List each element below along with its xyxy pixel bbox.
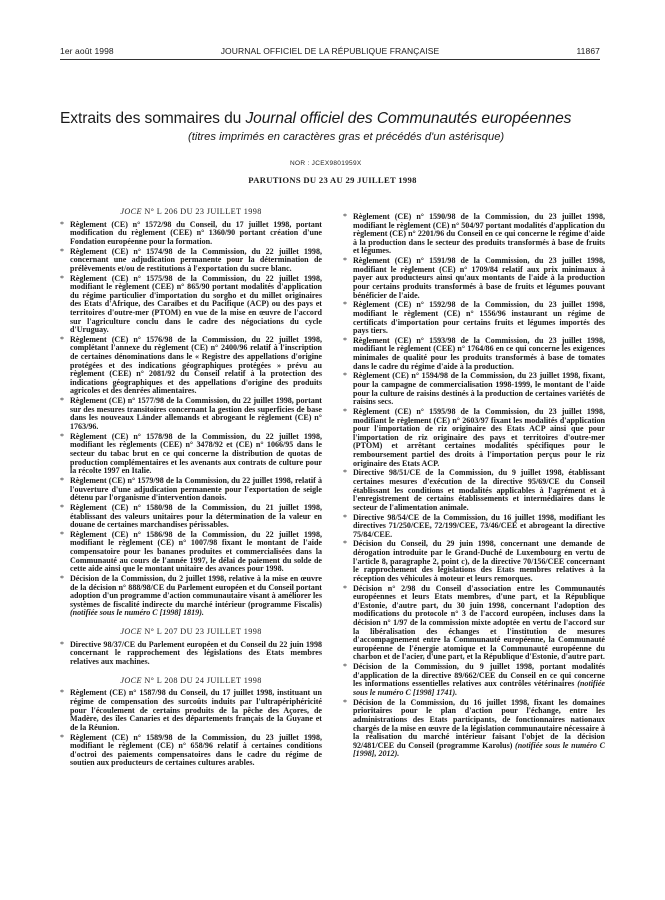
summary-entry <box>60 641 322 667</box>
summary-entry <box>60 336 322 396</box>
entry-note: (notifiée sous le numéro C [1998], 2012). <box>353 740 605 759</box>
entry-text: Règlement (CE) n° 1592/98 de la Commission, du 23 juillet 1998, modifiant le règlement (CE) n° 1556/96 instaurant un régime de certificats d'importation pour certains fruits et légumes importés des pays tiers. <box>353 300 605 336</box>
entry-text: Décision de la Commission, du 16 juillet 1998, fixant les domaines prioritaires pour le plan d'action pour l'échange, entre les administrations des Etats participants, de fonctionnaires nationaux chargés de la mise en œuvre de la législation communautaire nécessaire à la réalisation du marché intérieur faisant l'objet de la décision 92/481/CEE du Conseil (programme Karolus) <box>353 697 605 750</box>
asterisk-marker: * <box>60 688 65 698</box>
asterisk-marker: * <box>60 574 65 584</box>
asterisk-marker: * <box>343 697 348 707</box>
entry-text: Règlement (CE) n° 1586/98 de la Commission, du 22 juillet 1998, modifiant le règlement (CE) n° 1007/98 fixant le montant de l'aide compensatoire pour les bananes produites et commercialisées dans la Communauté au cours de l'année 1997, le délai de paiement du solde de cette aide ainsi que le montant unitaire des avances pour 1998. <box>70 529 322 574</box>
issue-heading <box>60 677 322 686</box>
page-title <box>60 110 600 128</box>
header-rule <box>60 59 600 60</box>
entry-text: Règlement (CE) n° 1579/98 de la Commission, du 22 juillet 1998, relatif à l'ouverture d'une adjudication permanente pour l'exportation de seigle détenu par l'organisme d'intervention danois. <box>70 475 322 503</box>
summary-entry <box>343 585 605 662</box>
running-header <box>60 46 600 60</box>
entry-text: Règlement (CE) n° 1593/98 de la Commission, du 23 juillet 1998, modifiant le règlement (CEE) n° 1764/86 en ce qui concerne les exigences minimales de qualité pour les produits transformés à base de tomates dans le cadre du régime d'aide à la production. <box>353 335 605 371</box>
entry-text: Règlement (CE) n° 1590/98 de la Commission, du 23 juillet 1998, modifiant le règlement (CE) n° 504/97 portant modalités d'application du règlement (CE) n° 2201/96 du Conseil en ce qui concerne le régime d'aide à la production dans le secteur des produits transformés à base de fruits et légumes. <box>353 212 605 256</box>
asterisk-marker: * <box>60 502 65 512</box>
asterisk-marker: * <box>60 431 65 441</box>
summary-entry <box>343 663 605 697</box>
title-prefix: Extraits des sommaires du <box>60 110 246 127</box>
asterisk-marker: * <box>343 583 348 593</box>
entry-text: Décision de la Commission, du 2 juillet 1998, relative à la mise en œuvre de la décision n° 888/98/CE du Parlement européen et du Conseil portant adoption d'un programme d'action communautaire visant à améliorer les systèmes de fiscalité indirecte du marché intérieur (programme Fiscalis) <box>70 574 322 609</box>
summary-entry <box>343 301 605 335</box>
asterisk-marker: * <box>60 219 65 229</box>
asterisk-marker: * <box>60 529 65 539</box>
entry-text: Règlement (CE) n° 1576/98 de la Commission, du 22 juillet 1998, complétant l'annexe du règlement (CE) n° 2400/96 relatif à l'inscription de certaines dénominations dans le « Registre des appellations d'origine protégées et des indications géographiques protégées » prévu au règlement (CEE) n° 2081/92 du Conseil relatif à la protection des indications géographiques et des appellations d'origine des produits agricoles et des denrées alimentaires. <box>70 334 322 396</box>
asterisk-marker: * <box>60 639 65 649</box>
asterisk-marker: * <box>343 212 348 221</box>
asterisk-marker: * <box>60 732 65 742</box>
summary-entry <box>343 408 605 468</box>
entry-text: Règlement (CE) n° 1577/98 de la Commission, du 22 juillet 1998, portant sur des mesures transitoires concernant la gestion des superficies de base dans les nouveaux Länder allemands et abrogeant le règlement (CE) n° 1763/96. <box>70 396 322 431</box>
asterisk-marker: * <box>343 256 348 266</box>
summary-entry <box>60 248 322 274</box>
summary-entry <box>60 504 322 530</box>
entry-text: Règlement (CE) n° 1580/98 de la Commission, du 21 juillet 1998, établissant des valeurs unitaires pour la détermination de la valeur en douane de certaines marchandises périssables. <box>70 502 322 530</box>
issue-heading <box>60 208 322 217</box>
asterisk-marker: * <box>343 371 348 381</box>
issue-number: N° L 207 DU 23 JUILLET 1998 <box>141 627 262 637</box>
summary-entry <box>60 221 322 247</box>
summary-entry <box>343 213 605 256</box>
summary-entry <box>343 257 605 300</box>
entry-text: Règlement (CE) n° 1594/98 de la Commission, du 23 juillet 1998, fixant, pour la campagne de commercialisation 1998-1999, le montant de l'aide pour la culture de raisins destinés à la production de certaines variétés de raisins secs. <box>353 371 605 407</box>
title-journal-name: Journal officiel des Communautés européennes <box>245 110 572 127</box>
right-column <box>343 213 605 760</box>
entry-text: Règlement (CE) n° 1575/98 de la Commission, du 22 juillet 1998, modifiant le règlement (CEE) n° 865/90 portant modalités d'application du régime particulier d'importation du sorgho et du millet originaires des Etats d'Afrique, des Caraïbes et du Pacifique (ACP) ou des pays et territoires d'outre-mer (PTOM) en vue de la mise en œuvre de l'accord sur l'agriculture conclu dans le cadre des négociations du cycle d'Uruguay. <box>70 273 322 335</box>
entry-text: Règlement (CE) n° 1572/98 du Conseil, du 17 juillet 1998, portant modification du règlement (CEE) n° 1360/90 portant création d'une Fondation européenne pour la formation. <box>70 219 322 246</box>
summary-entry <box>343 540 605 583</box>
asterisk-marker: * <box>343 662 348 672</box>
header-page-number: 11867 <box>576 46 600 56</box>
summary-entry <box>60 477 322 503</box>
summary-entry <box>60 734 322 768</box>
summary-entry <box>343 337 605 371</box>
nor-reference: NOR : JCEX9801959X <box>290 160 362 167</box>
summary-entry <box>60 531 322 574</box>
entry-text: Décision n° 2/98 du Conseil d'association entre les Communautés européennes et leurs Etats membres, d'une part, et la République d'Estonie, d'autre part, du 30 juin 1998, concernant l'adoption des modifications du protocole n° 3 de l'accord européen, incluses dans la décision n° 1/97 de la commission mixte adoptée en vertu de l'accord sur la libéralisation des échanges et l'institution de mesures d'accompagnement entre la Communauté européenne, la Communauté européenne de l'énergie atomique et la Communauté européenne du charbon et de l'acier, d'une part, et la République d'Estonie, d'autre part. <box>353 583 605 662</box>
asterisk-marker: * <box>60 273 65 283</box>
summary-entry <box>343 372 605 406</box>
issue-prefix: JOCE <box>120 627 142 637</box>
summary-entry <box>60 575 322 618</box>
entry-text: Directive 98/51/CE de la Commission, du 9 juillet 1998, établissant certaines mesures d'exécution de la directive 95/69/CE du Conseil établissant les conditions et modalités applicables à l'agrément et à l'enregistrement de certains établissements et intermédiaires dans le secteur de l'alimentation animale. <box>353 468 605 512</box>
issue-number: N° L 206 DU 23 JUILLET 1998 <box>141 207 262 216</box>
summary-entry <box>60 397 322 431</box>
entry-text: Règlement (CE) n° 1574/98 de la Commission, du 22 juillet 1998, concernant une adjudication permanente pour la détermination de prélèvements et/ou de restitutions à l'exportation du sucre blanc. <box>70 246 322 273</box>
entry-text: Règlement (CE) n° 1595/98 de la Commission, du 23 juillet 1998, modifiant le règlement (CE) n° 2603/97 fixant les modalités d'application pour l'importation de riz originaire des Etats ACP ainsi que pour l'importation de riz originaire des pays et territoires d'outre-mer (PTOM) et arrêtant certaines modalités spécifiques pour le remboursement partiel des droits à l'importation perçus pour le riz originaire des Etats ACP. <box>353 407 605 468</box>
publication-period: PARUTIONS DU 23 AU 29 JUILLET 1998 <box>248 175 417 185</box>
summary-entry <box>343 469 605 512</box>
summary-entry <box>60 275 322 335</box>
entry-text: Règlement (CE) n° 1591/98 de la Commission, du 23 juillet 1998, modifiant le règlement (CE) n° 1709/84 relatif aux prix minimaux à payer aux producteurs ainsi qu'aux montants de l'aide à la production pour certains produits transformés à base de fruits et légumes pouvant bénéficier de l'aide. <box>353 256 605 300</box>
entry-text: Décision de la Commission, du 9 juillet 1998, portant modalités d'application de la directive 89/662/CEE du Conseil en ce qui concerne les informations essentielles relatives aux contrôles vétérinaires <box>353 662 605 689</box>
issue-number: N° L 208 DU 24 JUILLET 1998 <box>141 675 262 685</box>
issue-heading <box>60 628 322 637</box>
entry-note: (notifiée sous le numéro C [1998] 1741). <box>353 679 605 697</box>
asterisk-marker: * <box>343 300 348 310</box>
entry-text: Règlement (CE) n° 1589/98 de la Commission, du 23 juillet 1998, modifiant le règlement (CE) n° 658/96 relatif à certaines conditions d'octroi des paiements compensatoires dans le cadre du régime de soutien aux producteurs de certaines cultures arables. <box>70 732 322 768</box>
entry-text: Directive 98/54/CE de la Commission, du 16 juillet 1998, modifiant les directives 71/250/CEE, 72/199/CEE, 73/46/CEE et abrogeant la directive 75/84/CEE. <box>353 512 605 539</box>
summary-entry <box>343 699 605 759</box>
entry-note: (notifiée sous le numéro C [1998] 1819). <box>70 608 204 618</box>
asterisk-marker: * <box>60 334 65 344</box>
issue-prefix: JOCE <box>120 207 142 216</box>
asterisk-marker: * <box>343 407 348 416</box>
entry-text: Décision du Conseil, du 29 juin 1998, concernant une demande de dérogation introduite par le Grand-Duché de Luxembourg en vertu de l'article 8, paragraphe 2, point c), de la directive 70/156/CEE concernant le rapprochement des législations des Etats membres relatives à la réception des véhicules à moteur et leurs remorques. <box>353 539 605 583</box>
asterisk-marker: * <box>60 475 65 485</box>
header-date: 1er août 1998 <box>60 46 114 56</box>
asterisk-marker: * <box>60 246 65 256</box>
asterisk-marker: * <box>343 468 348 478</box>
left-column <box>60 208 322 769</box>
summary-entry <box>60 689 322 732</box>
entry-text: Règlement (CE) n° 1578/98 de la Commission, du 22 juillet 1998, modifiant les règlements (CEE) n° 3478/92 et (CE) n° 1066/95 dans le secteur du tabac brut en ce qui concerne la distribution de quotas de production complémentaires et les avenants aux contrats de culture pour la récolte 1997 en Italie. <box>70 431 322 476</box>
issue-prefix: JOCE <box>120 675 142 685</box>
entry-text: Règlement (CE) n° 1587/98 du Conseil, du 17 juillet 1998, instituant un régime de compensation des surcoûts induits par l'ultrapériphéricité pour l'écoulement de certains produits de la pêche des Açores, de Madère, des îles Canaries et des départements français de la Guyane et de la Réunion. <box>70 688 322 732</box>
entry-text: Directive 98/37/CE du Parlement européen et du Conseil du 22 juin 1998 concernant le rapprochement des législations des Etats membres relatives aux machines. <box>70 639 322 666</box>
asterisk-marker: * <box>343 335 348 345</box>
summary-entry <box>343 514 605 540</box>
asterisk-marker: * <box>343 539 348 549</box>
subtitle-text: (titres imprimés en caractères gras et précédés d'un astérisque) <box>188 131 505 143</box>
asterisk-marker: * <box>60 396 65 406</box>
asterisk-marker: * <box>343 512 348 522</box>
header-journal-title: JOURNAL OFFICIEL DE LA RÉPUBLIQUE FRANÇAISE <box>220 46 440 56</box>
summary-entry <box>60 433 322 476</box>
